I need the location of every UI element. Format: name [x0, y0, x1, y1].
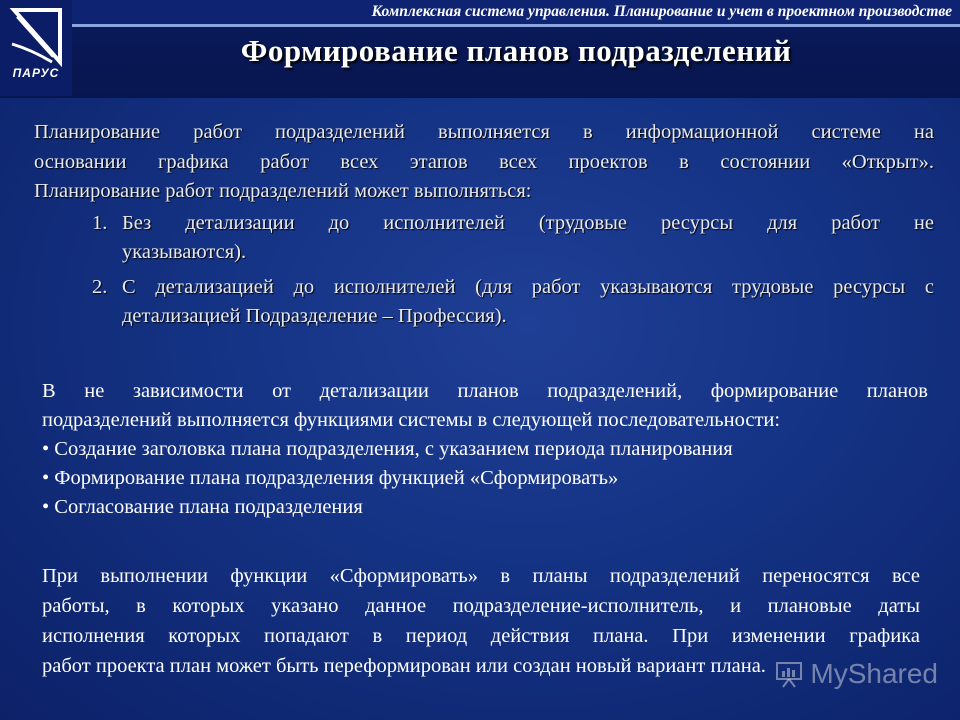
- paragraph-line: При выполнении функции «Сформировать» в планы подразделений переносятся все: [42, 565, 920, 587]
- header-band: [0, 0, 960, 98]
- paragraph-line: исполнения которых попадают в период действия плана. При изменении графика: [42, 625, 920, 647]
- intro-line: Планирование работ подразделений выполняется в информационной системе на: [34, 121, 934, 143]
- paragraph-line: работ проекта план может быть переформирован или создан новый вариант плана.: [42, 655, 766, 677]
- list-item-number: 2.: [92, 275, 108, 298]
- planning-intro-block: [34, 118, 934, 337]
- sequence-intro-line: подразделений выполняется функциями системы в следующей последовательности:: [42, 409, 781, 431]
- list-item-number: 1.: [92, 211, 108, 234]
- header-divider: [72, 24, 960, 27]
- list-item: [92, 273, 934, 332]
- sequence-intro-line: В не зависимости от детализации планов подразделений, формирование планов: [42, 380, 928, 402]
- presentation-board-icon: [774, 659, 804, 689]
- bullet-item: • Создание заголовка плана подразделения, с указанием периода планирования: [42, 438, 733, 460]
- logo: [0, 0, 72, 96]
- intro-line: Планирование работ подразделений может выполняться:: [34, 180, 532, 202]
- page-subtitle: Комплексная система управления. Планирование и учет в проектном производстве: [371, 3, 952, 20]
- list-item: [92, 209, 934, 268]
- watermark: [774, 658, 938, 690]
- list-item-line: детализацией Подразделение – Профессия).: [122, 305, 507, 327]
- sail-logo-icon: [4, 4, 68, 68]
- list-item-line: С детализацией до исполнителей (для работ указываются трудовые ресурсы с: [122, 275, 934, 298]
- bullet-item: • Формирование плана подразделения функцией «Сформировать»: [42, 467, 619, 489]
- bullet-item: • Согласование плана подразделения: [42, 496, 363, 518]
- intro-line: основании графика работ всех этапов всех проектов в состоянии «Открыт».: [34, 150, 934, 173]
- list-item-line: Без детализации до исполнителей (трудовые ресурсы для работ не: [122, 211, 934, 234]
- list-item-line: указываются).: [122, 241, 247, 263]
- logo-text: ПАРУС: [12, 66, 60, 80]
- header-strip: [72, 0, 960, 24]
- sequence-block: [42, 377, 928, 522]
- planning-options-list: [34, 209, 934, 332]
- paragraph-line: работы, в которых указано данное подразделение-исполнитель, и плановые даты: [42, 595, 920, 617]
- page-title: Формирование планов подразделений: [240, 33, 792, 68]
- watermark-text: MyShared: [810, 658, 938, 689]
